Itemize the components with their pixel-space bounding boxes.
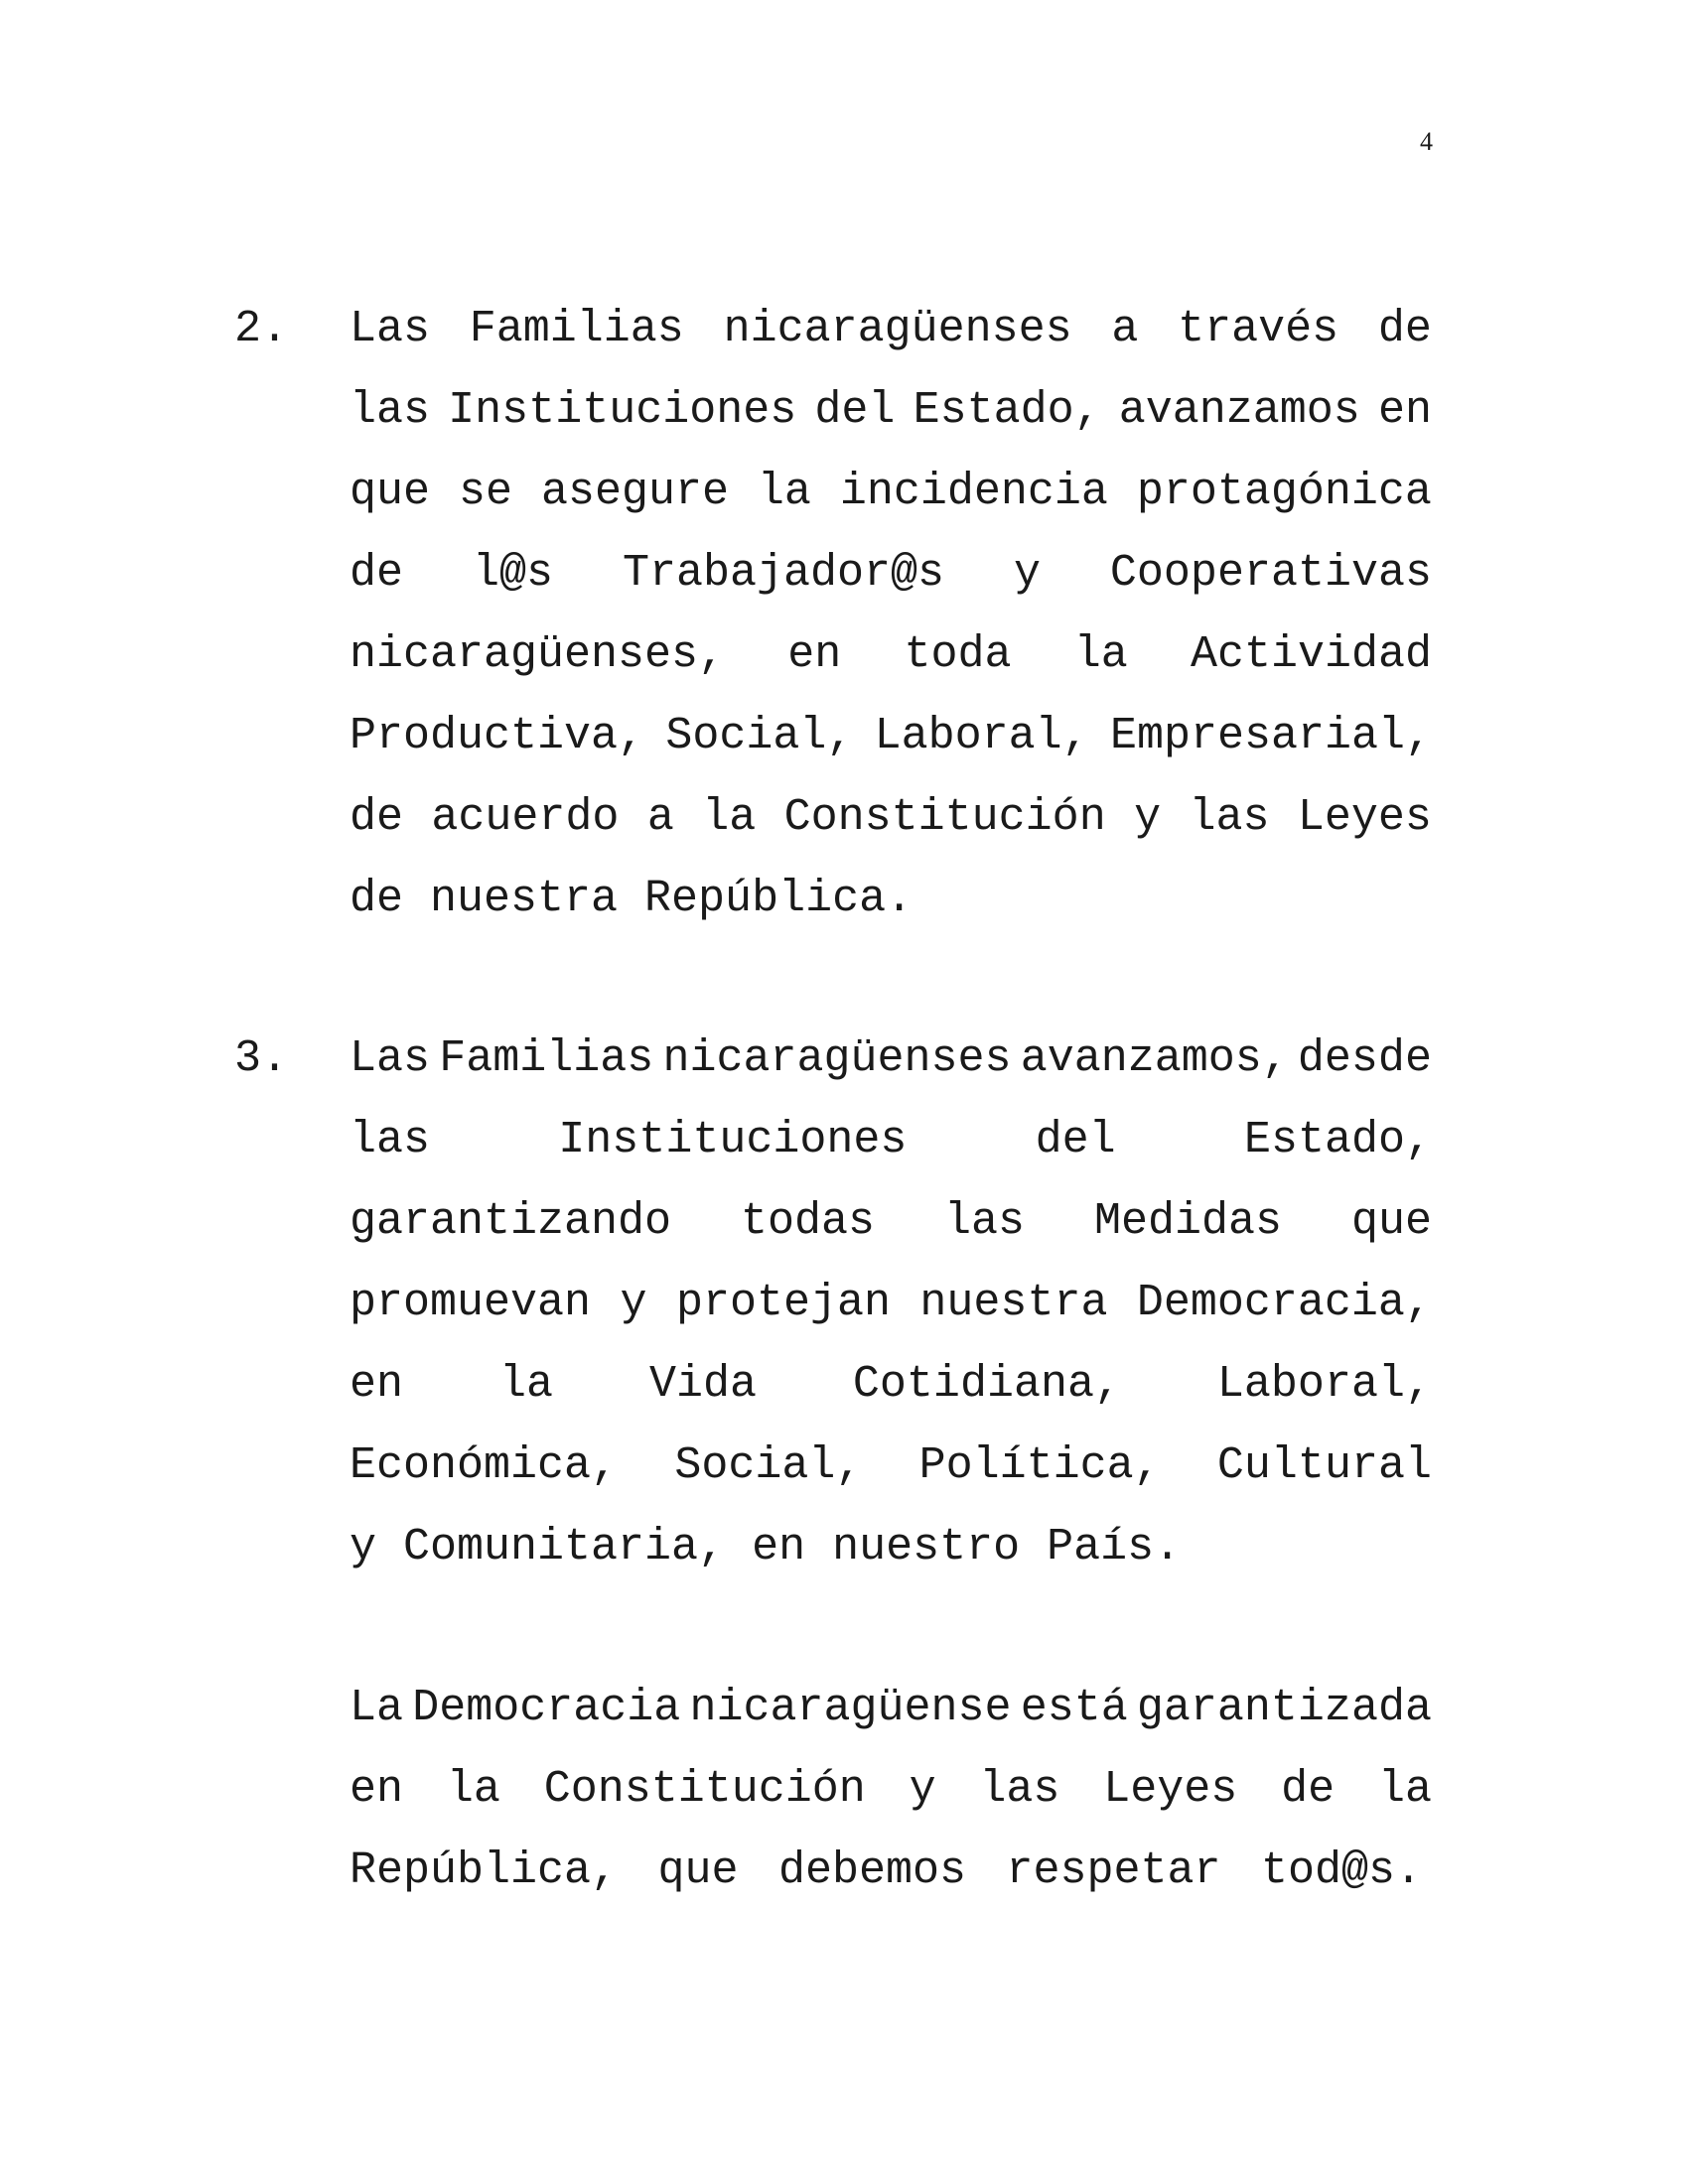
word: todas [741,1196,876,1247]
word: del [814,385,896,436]
word: Constitución [543,1764,866,1815]
text-line [350,533,1432,614]
word: avanzamos [1118,385,1360,436]
word: garantizada [1136,1683,1432,1733]
word: las [979,1764,1060,1815]
word: está [1020,1683,1128,1733]
text-line [350,1263,1432,1344]
word: Social, [665,711,854,761]
word: que [1350,1196,1432,1247]
word: debemos [777,1845,966,1896]
word: desde [1297,1033,1432,1084]
word: a [646,792,674,843]
word: en [787,629,842,680]
word: Trabajador@s [622,548,944,599]
text-line [350,452,1432,533]
text-line [350,696,1432,777]
word: Actividad [1190,629,1432,680]
word: través [1178,304,1339,354]
word: la [498,1359,553,1410]
word: tod@s. [1260,1845,1422,1896]
word: la [1073,629,1128,680]
text-line [350,1100,1432,1181]
word: Familias [469,304,684,354]
word: del [1035,1115,1116,1165]
word: las [944,1196,1026,1247]
word: Política, [918,1440,1161,1491]
item-number: 3. [234,1033,289,1084]
word: promuevan [350,1278,592,1328]
word: Económica, [350,1440,619,1491]
word: nicaragüenses, [350,629,726,680]
text-line [350,1344,1432,1426]
word: Democracia [412,1683,681,1733]
word: Las [350,304,431,354]
word: la [757,467,811,517]
word: que [350,467,431,517]
word: de [1281,1764,1336,1815]
text-line [350,614,1432,696]
word: La [350,1683,404,1733]
word: Familias [439,1033,654,1084]
word: Social, [674,1440,863,1491]
word: de [1377,304,1432,354]
text-line [350,1426,1432,1507]
word: acuerdo [431,792,620,843]
word: la [446,1764,500,1815]
word: en [350,1359,404,1410]
word: Las [350,1033,431,1084]
word: toda [904,629,1012,680]
item-number: 2. [234,304,289,354]
word: Leyes [1297,792,1432,843]
word: se [458,467,512,517]
word: Laboral, [1216,1359,1432,1410]
word: nicaragüenses [723,304,1072,354]
word: asegure [540,467,729,517]
word: la [702,792,757,843]
word: protagónica [1136,467,1432,517]
word: República, [350,1845,619,1896]
text-line [350,1749,1432,1831]
word: las [1189,792,1270,843]
word: y [1013,548,1041,599]
text-line [350,777,1432,859]
word: y [1134,792,1162,843]
word: Estado, [913,385,1101,436]
word: Instituciones [448,385,797,436]
word: incidencia [839,467,1108,517]
word: en [1377,385,1432,436]
word: Cotidiana, [852,1359,1121,1410]
word: Productiva, [350,711,645,761]
word: las [350,1115,431,1165]
word: nuestra [919,1278,1108,1328]
word: y [620,1278,647,1328]
word: las [350,385,431,436]
word: Instituciones [558,1115,908,1165]
word: la [1377,1764,1432,1815]
word: Constitución [783,792,1106,843]
text-line [350,1181,1432,1263]
word: respetar [1006,1845,1221,1896]
word: Laboral, [874,711,1089,761]
word: que [657,1845,739,1896]
page-number: 4 [1420,127,1433,156]
word: avanzamos, [1020,1033,1289,1084]
text-line-last: y Comunitaria, en nuestro País. [350,1522,1182,1572]
word: garantizando [350,1196,672,1247]
word: nicaragüense [689,1683,1012,1733]
text-line-last: de nuestra República. [350,874,914,924]
text-line [350,1668,1432,1749]
word: Cooperativas [1109,548,1432,599]
word: de [350,792,404,843]
word: Medidas [1093,1196,1282,1247]
text-line [350,289,1432,370]
word: de [350,548,404,599]
text-line [350,1831,1422,1912]
text-line [350,1019,1432,1100]
word: l@s [472,548,553,599]
word: Estado, [1243,1115,1432,1165]
text-line [350,370,1432,452]
word: Democracia, [1136,1278,1432,1328]
word: Cultural [1216,1440,1432,1491]
word: nicaragüenses [662,1033,1012,1084]
word: en [350,1764,404,1815]
word: Leyes [1103,1764,1238,1815]
word: Vida [648,1359,757,1410]
word: protejan [675,1278,891,1328]
word: Empresarial, [1109,711,1432,761]
word: y [909,1764,936,1815]
word: a [1111,304,1139,354]
